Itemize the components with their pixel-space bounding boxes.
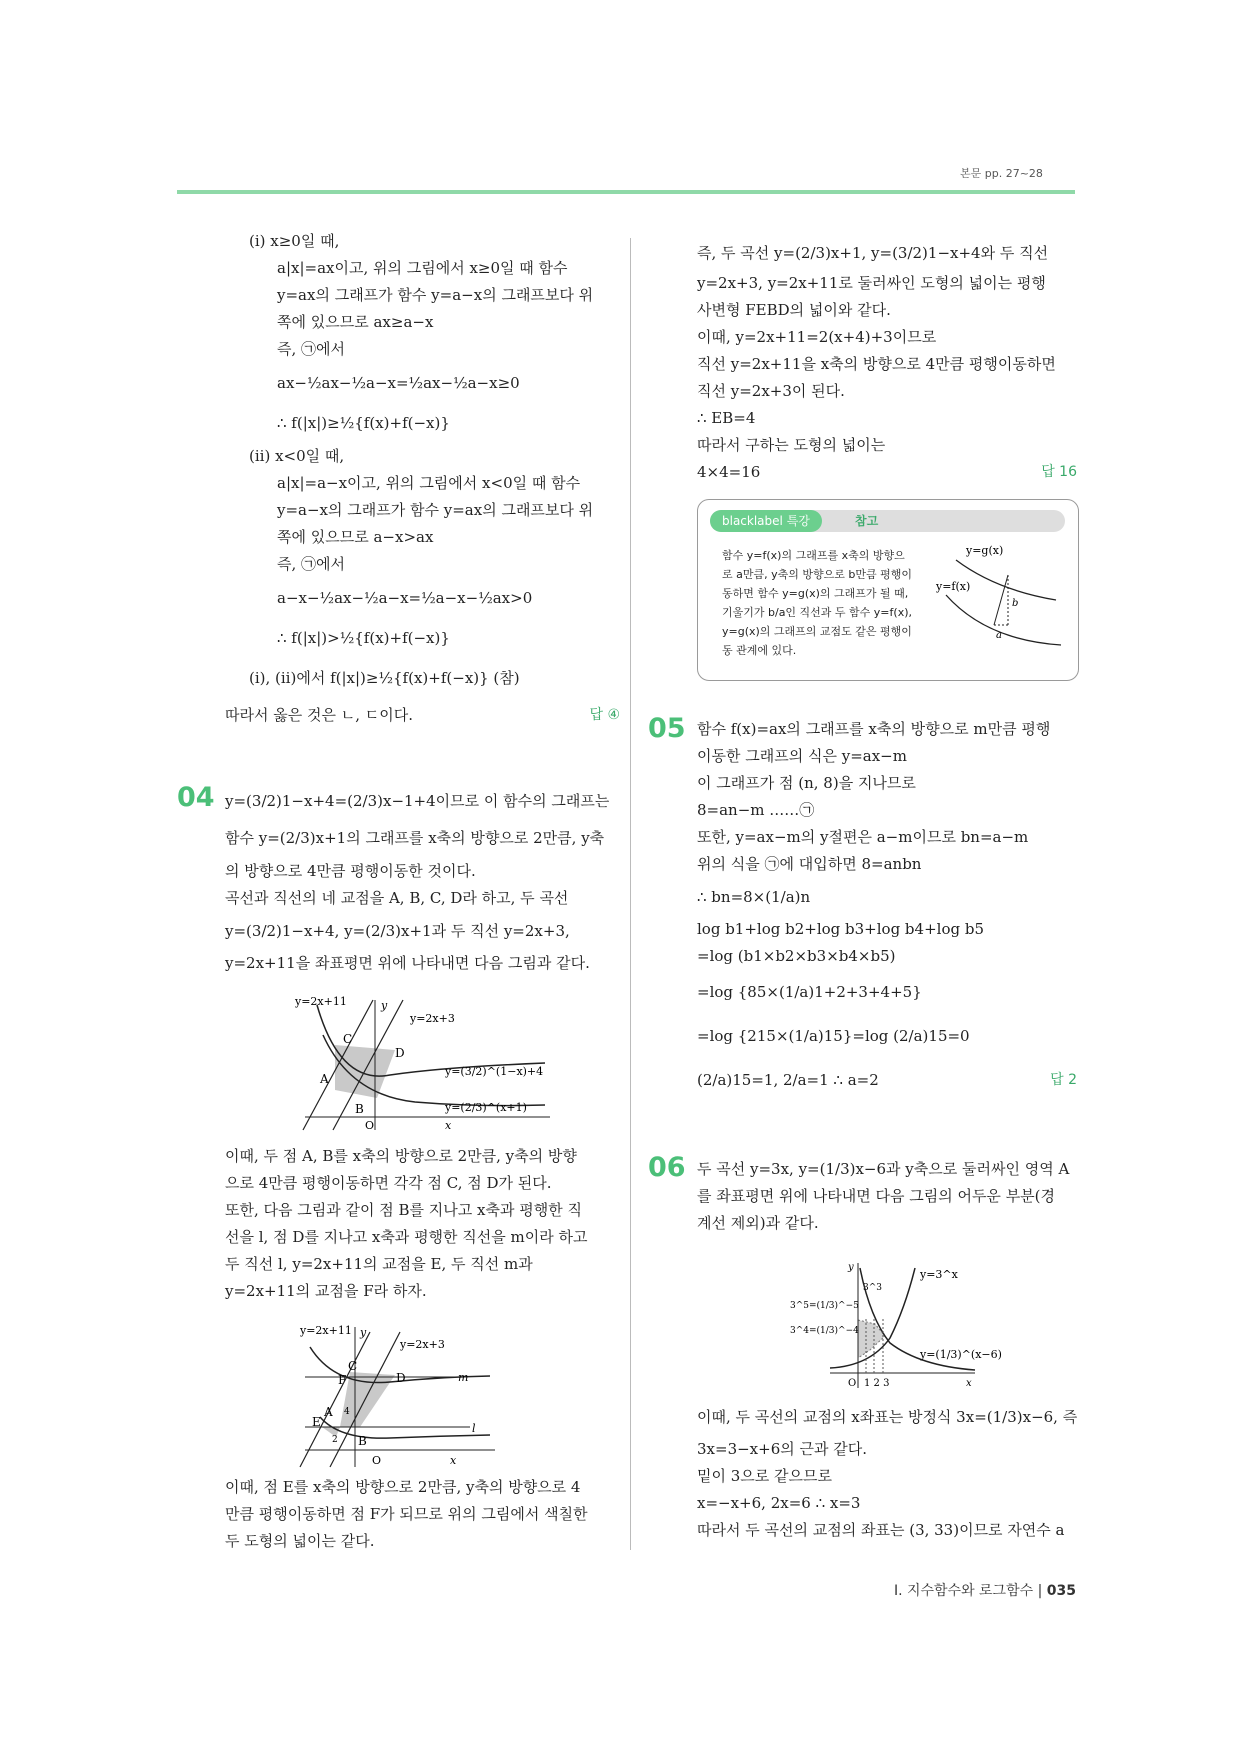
p04-line: y=(3/2)1−x+4=(2/3)x−1+4이므로 이 함수의 그래프는 [225,792,610,810]
r-line: 따라서 구하는 도형의 넓이는 [697,436,886,454]
p04-line: 의 방향으로 4만큼 평행이동한 것이다. [225,862,476,880]
label-t2: 3^4=(1/3)^−4 [790,1326,859,1336]
p04-line: y=2x+11을 좌표평면 위에 나타내면 다음 그림과 같다. [225,954,590,972]
footer: Ⅰ. 지수함수와 로그함수 | 035 [893,1583,1076,1599]
r-line: ∴ EB=4 [697,409,756,427]
point-A: A [320,1072,329,1086]
label-c1: y=3^x [920,1268,958,1281]
p05-line: log b1+log b2+log b3+log b4+log b5 [697,920,984,938]
case2-line: 즉, ㉠에서 [277,555,346,573]
axis-x-label: x [966,1378,972,1389]
problem-04-text-2 [225,1143,620,1305]
r-line: y=2x+3, y=2x+11로 둘러싸인 도형의 넓이는 평행 [697,274,1046,292]
origin-O: O [848,1378,857,1389]
case2-inequality: ∴ f(|x|)>½{f(x)+f(−x)} [277,629,450,647]
p05-line: (2/a)15=1, 2/a=1 ∴ a=2 [697,1071,879,1089]
label-g: y=g(x) [966,544,1004,557]
case2-line: y=a−x의 그래프가 함수 y=ax의 그래프보다 위 [277,501,594,519]
problem-number-05: 05 [648,713,686,744]
p06-line: x=−x+6, 2x=6 ∴ x=3 [697,1494,861,1512]
note-tag-bar [710,510,1065,532]
origin-O: O [365,1119,375,1132]
case1-line: a|x|=ax이고, 위의 그림에서 x≥0일 때 함수 [277,259,568,277]
footer-page-number: 035 [1046,1583,1076,1599]
case1-line: 즉, ㉠에서 [277,340,346,358]
axis-x-label: x [445,1119,452,1132]
p04-line: 또한, 다음 그림과 같이 점 B를 지나고 x축과 평행한 직 [225,1201,582,1219]
label-4: 4 [344,1407,350,1417]
problem-05-text [697,716,1077,1102]
p04-line: 함수 y=(2/3)x+1의 그래프를 x축의 방향으로 2만큼, y축 [225,829,605,847]
blacklabel-note-box [697,499,1079,681]
r-line: 이때, y=2x+11=2(x+4)+3이므로 [697,328,937,346]
label-line2: y=2x+3 [410,1012,455,1025]
figure-04-graph-2 [300,1322,500,1470]
p04-line: 곡선과 직선의 네 교점을 A, B, C, D라 하고, 두 곡선 [225,889,569,907]
p04-line: 으로 4만큼 평행이동하면 각각 점 C, 점 D가 된다. [225,1174,552,1192]
note-line: 함수 y=f(x)의 그래프를 x축의 방향으 [722,549,905,562]
conclusion: (ⅰ), (ⅱ)에서 f(|x|)≥½{f(x)+f(−x)} (참) [249,669,520,687]
label-2: 2 [332,1435,338,1445]
p04-line: y=2x+11의 교점을 F라 하자. [225,1282,427,1300]
p06-line: 따라서 두 곡선의 교점의 좌표는 (3, 33)이므로 자연수 a [697,1521,1065,1539]
axis-y-label: y [848,1262,854,1273]
note-line: 동하면 함수 y=g(x)의 그래프가 될 때, [722,587,909,600]
problem-06-text [697,1156,1077,1237]
problem-number-06: 06 [648,1152,686,1183]
case1-line: y=ax의 그래프가 함수 y=a−x의 그래프보다 위 [277,286,594,304]
problem-06-text-2 [697,1398,1077,1544]
figure-04-graph [295,995,555,1135]
p06-line: 이때, 두 곡선의 교점의 x좌표는 방정식 3x=(1/3)x−6, 즉 [697,1408,1078,1426]
note-line: 로 a만큼, y축의 방향으로 b만큼 평행이 [722,568,912,581]
r-line: 즉, 두 곡선 y=(2/3)x+1, y=(3/2)1−x+4와 두 직선 [697,244,1049,262]
case1-title: (ⅰ) x≥0일 때, [249,232,340,250]
r-line: 사변형 FEBD의 넓이와 같다. [697,301,891,319]
label-m: m [458,1371,469,1384]
origin-O: O [372,1454,382,1467]
case2-equation: a−x−½ax−½a−x=½a−x−½ax>0 [277,589,533,607]
p04-line: 두 직선 l, y=2x+11의 교점을 E, 두 직선 m과 [225,1255,533,1273]
p04-line: 두 도형의 넓이는 같다. [225,1532,375,1550]
page-reference: 본문 pp. 27~28 [960,167,1043,180]
answer-badge: 답 ④ [589,707,620,723]
note-tag-sub: 참고 [855,514,879,528]
label-a: a [996,630,1002,641]
label-line1: y=2x+11 [300,1324,352,1337]
axis-y-label: y [381,999,388,1012]
answer-badge: 답 16 [1041,464,1077,480]
problem-04-text-3 [225,1474,620,1555]
p05-line: 위의 식을 ㉠에 대입하면 8=anbn [697,855,922,873]
figure-06-graph [790,1258,1002,1393]
p05-line: =log {215×(1/a)15}=log (2/a)15=0 [697,1027,970,1045]
label-t3: 3^3 [863,1283,882,1293]
curve-f [946,595,1061,645]
point-C: C [348,1359,358,1373]
point-B: B [355,1102,364,1116]
label-f: y=f(x) [936,580,971,593]
note-line: 동 관계에 있다. [722,644,797,657]
p05-line: 이동한 그래프의 식은 y=ax−m [697,747,907,765]
column-divider [630,238,631,1550]
point-E: E [312,1415,321,1429]
curve-g [956,560,1056,600]
label-c2: y=(1/3)^(x−6) [920,1348,1002,1361]
tick-labels: 1 2 3 [864,1378,890,1389]
case2-line: 쪽에 있으므로 a−x>ax [277,528,434,546]
p04-line: 선을 l, 점 D를 지나고 x축과 평행한 직선을 m이라 하고 [225,1228,588,1246]
case1-line: 쪽에 있으므로 ax≥a−x [277,313,434,331]
p06-line: 두 곡선 y=3x, y=(1/3)x−6과 y축으로 둘러싸인 영역 A [697,1160,1070,1178]
p04-line: 이때, 점 E를 x축의 방향으로 2만큼, y축의 방향으로 4 [225,1478,581,1496]
p04-line: 이때, 두 점 A, B를 x축의 방향으로 2만큼, y축의 방향 [225,1147,577,1165]
p06-line: 3x=3−x+6의 근과 같다. [697,1440,868,1458]
p06-line: 계선 제외)과 같다. [697,1214,819,1232]
point-A: A [324,1405,333,1419]
case1-equation: ax−½ax−½a−x=½ax−½a−x≥0 [277,374,520,392]
label-b: b [1012,598,1019,609]
label-curve2: y=(2/3)^(x+1) [445,1101,527,1114]
axis-y-label: y [360,1326,367,1339]
problem-04-text [225,784,620,977]
r-line: 4×4=16 [697,463,761,481]
right-column-top [697,236,1077,486]
axis-x-label: x [450,1454,457,1467]
p05-line: 8=an−m ……㉠ [697,801,815,819]
case1-inequality: ∴ f(|x|)≥½{f(x)+f(−x)} [277,414,450,432]
r-line: 직선 y=2x+3이 된다. [697,382,845,400]
note-tag: blacklabel 특강 [710,510,822,532]
p05-line: =log (b1×b2×b3×b4×b5) [697,947,896,965]
point-D: D [395,1046,405,1060]
note-text [722,546,937,660]
header-rule [177,190,1075,194]
p06-line: 를 좌표평면 위에 나타내면 다음 그림의 어두운 부분(경 [697,1187,1056,1205]
problem-number-04: 04 [177,782,215,813]
p05-line: ∴ bn=8×(1/a)n [697,888,811,906]
point-D: D [396,1371,406,1385]
left-column [225,228,620,732]
r-line: 직선 y=2x+11을 x축의 방향으로 4만큼 평행이동하면 [697,355,1056,373]
p05-line: =log {85×(1/a)1+2+3+4+5} [697,983,922,1001]
case2-title: (ⅱ) x<0일 때, [249,447,345,465]
note-line: 기울기가 b/a인 직선과 두 함수 y=f(x), [722,606,912,619]
case2-line: a|x|=a−x이고, 위의 그림에서 x<0일 때 함수 [277,474,581,492]
p04-line: 만큼 평행이동하면 점 F가 되므로 위의 그림에서 색칠한 [225,1505,588,1523]
p04-line: y=(3/2)1−x+4, y=(2/3)x+1과 두 직선 y=2x+3, [225,922,570,940]
label-line2: y=2x+3 [400,1338,445,1351]
label-t1: 3^5=(1/3)^−5 [790,1301,859,1311]
p05-line: 함수 f(x)=ax의 그래프를 x축의 방향으로 m만큼 평행 [697,720,1051,738]
point-C: C [343,1032,353,1046]
point-B: B [358,1434,367,1448]
note-graph [936,540,1071,665]
label-line1: y=2x+11 [295,995,347,1008]
label-l: l [472,1422,476,1435]
note-line: y=g(x)의 그래프의 교점도 같은 평행이 [722,625,912,638]
answer-badge: 답 2 [1050,1072,1077,1088]
footer-chapter: Ⅰ. 지수함수와 로그함수 [893,1583,1034,1599]
p06-line: 밑이 3으로 같으므로 [697,1467,833,1485]
p05-line: 또한, y=ax−m의 y절편은 a−m이므로 bn=a−m [697,828,1029,846]
result-text: 따라서 옳은 것은 ㄴ, ㄷ이다. [225,706,413,724]
label-curve1: y=(3/2)^(1−x)+4 [445,1065,544,1078]
point-F: F [338,1373,347,1387]
p05-line: 이 그래프가 점 (n, 8)을 지나므로 [697,774,916,792]
